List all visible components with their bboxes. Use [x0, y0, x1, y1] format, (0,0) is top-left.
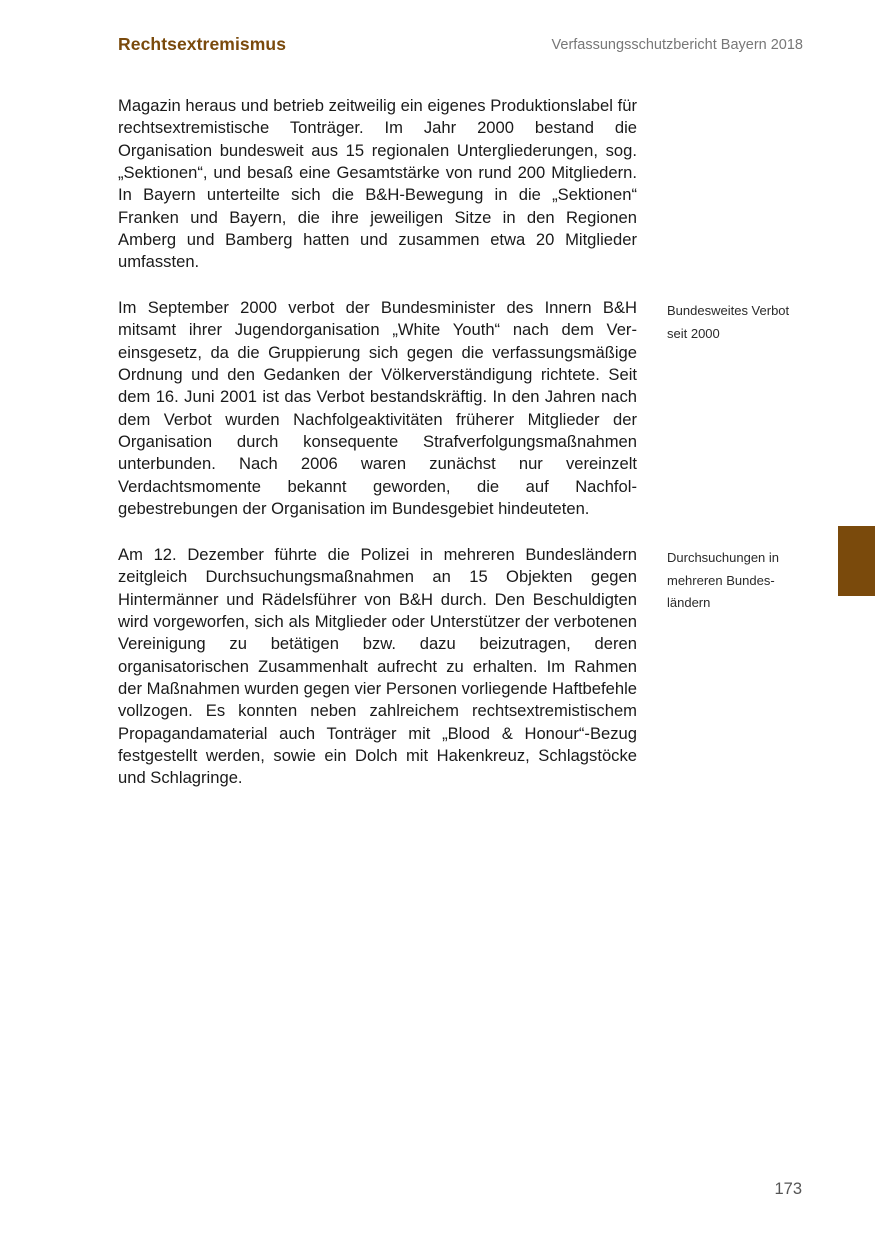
paragraph-text: Magazin heraus und betrieb zeitweilig ein eigenes Produktionslabel für rechtsextremistische Tonträger. Im Jahr 2000 bestand die Organisation bundesweit aus 15 regionalen Untergliederungen, sog. „Sektionen“, und besaß eine Gesamtstärke von rund 200 Mitgliedern. In Bayern unterteilte sich die B&H-Bewegung in die „Sektionen“ Franken und Bayern, die ihre jeweiligen Sitze in den Regionen Amberg und Bamberg hatten und zusammen etwa 20 Mitglieder umfassten.: [118, 96, 637, 272]
paragraph-text: Am 12. Dezember führte die Polizei in mehreren Bundesländern zeitgleich Durchsuchungsmaßnahmen an 15 Objekten gegen Hintermänner und Rädelsführer von B&H durch. Den Beschuldigten wird vorgeworfen, sich als Mitglieder oder Unterstützer der verbotenen Vereinigung zu betätigen bzw. dazu beizutragen, deren organisatorischen Zusammenhalt aufrecht zu erhalten. Im Rahmen der Maßnahmen wurden gegen vier Personen vorliegende Haftbefehle vollzogen. Es konnten neben zahlreichem rechtsextremistischem Propagandamaterial auch Tonträger mit „Blood & Honour“-Bezug festgestellt werden, sowie ein Dolch mit Hakenkreuz, Schlagstöcke und Schlagringe.: [118, 545, 637, 788]
report-title: Verfassungsschutzbericht Bayern 2018: [551, 37, 803, 53]
paragraph-text: Im September 2000 verbot der Bundesminister des Innern B&H mitsamt ihrer Jugendorganisation „White Youth“ nach dem Vereinsgesetz, da die Gruppierung sich gegen die verfassungsmäßige Ordnung und den Gedanken der Völkerverständigung richtete. Seit dem 16. Juni 2001 ist das Verbot bestandskräftig. In den Jahren nach dem Verbot wurden Nachfolgeaktivitäten früherer Mitglieder der Organisation durch konsequente Strafverfolgungsmaßnahmen unterbunden. Nach 2006 waren zunächst nur vereinzelt Verdachtsmomente bekannt geworden, die auf Nachfolgebestrebungen der Organisation im Bundesgebiet hindeuteten.: [118, 298, 637, 519]
margin-note-verbot: Bundesweites Verbot seit 2000: [667, 303, 790, 341]
body-paragraph-3: [118, 544, 637, 790]
section-title: Rechtsextremismus: [118, 34, 287, 54]
page-number: 173: [774, 1180, 802, 1198]
chapter-thumb-tab: [838, 526, 875, 596]
body-paragraph-1: [118, 95, 637, 274]
body-paragraph-2: [118, 297, 637, 520]
margin-note-durchsuchungen: Durchsuchungen in mehreren Bundesländern: [667, 550, 780, 610]
